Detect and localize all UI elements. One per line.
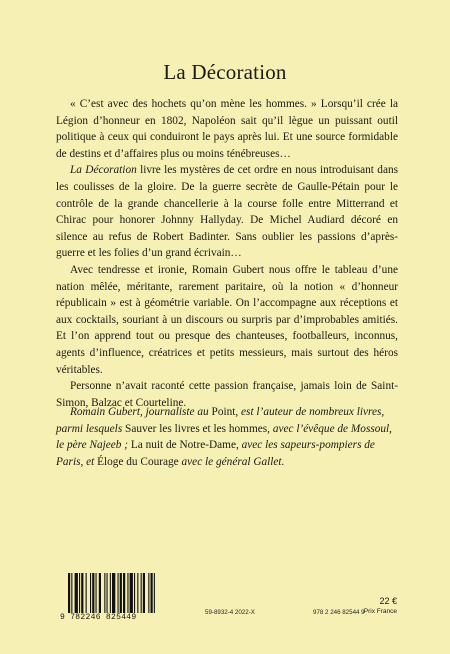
edition-code: 59-8932-4 2022-X bbox=[205, 609, 255, 616]
bio-text-3: , avec les sapeurs-pompiers de Paris, et bbox=[56, 439, 375, 468]
barcode-bar bbox=[130, 573, 133, 613]
blurb-paragraph-3: Avec tendresse et ironie, Romain Gubert nous offre le tableau d’une nation mêlée, méritante, rarement paritaire, où la notion « d’honneur républicain » est à géométrie variable. On l’accompagne aux réceptions et aux cocktails, souriant à un discours ou surpris par d’improbables amitiés. Et l’on apprend tout ou presque des chanteuses, footballeurs, inconnus, agents d’influence, créatrices et petits messieurs, mais surtout des héros véritables. bbox=[56, 263, 398, 376]
blurb-paragraph-4: Personne n’avait raconté cette passion française, jamais loin de Saint-Simon, Balzac et Courteline. bbox=[56, 380, 398, 409]
bio-text-4: avec le général Gallet. bbox=[178, 455, 285, 468]
barcode-bar bbox=[127, 573, 128, 613]
price-label: Prix France bbox=[363, 608, 397, 615]
barcode-area bbox=[60, 573, 178, 623]
author-bio-text bbox=[56, 404, 398, 470]
bio-magazine: Point bbox=[211, 406, 236, 418]
barcode-bar bbox=[79, 573, 80, 613]
barcode-bar bbox=[92, 573, 94, 613]
bio-book-1: Sauver les livres et les hommes bbox=[125, 422, 268, 435]
price-amount: 22 € bbox=[379, 596, 397, 606]
barcode-bar bbox=[134, 573, 135, 613]
barcode-bar bbox=[81, 573, 83, 613]
barcode-bar bbox=[154, 573, 155, 613]
title-reference: La Décoration bbox=[70, 164, 137, 177]
book-title: La Décoration bbox=[163, 60, 287, 84]
barcode-bar bbox=[90, 573, 91, 613]
barcode-bar bbox=[99, 573, 101, 613]
barcode-icon bbox=[68, 573, 173, 613]
barcode-bar bbox=[86, 573, 87, 613]
bio-text-1: , est l’auteur de nombreux livres, parmi lesquels bbox=[56, 406, 385, 435]
barcode-bar bbox=[120, 573, 122, 613]
barcode-bar bbox=[107, 573, 108, 613]
price-block bbox=[364, 596, 397, 615]
blurb-paragraph-2-text: livre les mystères de cet ordre en nous introduisant dans les coulisses de la gloire. De la guerre secrète de Gaulle-Pétain pour le contrôle de la grande chancellerie à la course folle entre Mitterrand et Chirac pour honorer Johnny Hallyday. De Michel Audiard décoré en silence au refus de Robert Badinter. Sans oublier les passions d’après-guerre et les folies d’un grand écrivain… bbox=[56, 164, 399, 260]
bio-text-2: , avec l’évêque de Mossoul, le père Najeeb ; bbox=[56, 422, 393, 452]
bio-author: Romain Gubert, journaliste au bbox=[70, 406, 212, 418]
barcode-bar bbox=[151, 573, 153, 613]
bio-book-3: Éloge du Courage bbox=[97, 455, 179, 468]
barcode-bar bbox=[118, 573, 119, 613]
barcode-bar bbox=[104, 573, 105, 613]
blurb-paragraph-1: « C’est avec des hochets qu’on mène les hommes. » Lorsqu’il crée la Légion d’honneur en 1802, Napoléon sait qu’il lègue un puissant outil politique à ceux qui conduiront le pays après lui. Et une source formidable de destins et d’affaires plus ou moins ténébreuses… bbox=[56, 98, 398, 160]
barcode-bar bbox=[110, 573, 111, 613]
blurb bbox=[56, 96, 398, 411]
barcode-number: 9 782246 825449 bbox=[60, 613, 137, 622]
barcode-bar bbox=[148, 573, 149, 613]
isbn-code: 978 2 246 82544 9 bbox=[313, 609, 365, 616]
barcode-bar bbox=[112, 573, 115, 613]
barcode-bar bbox=[96, 573, 97, 613]
author-bio bbox=[56, 404, 398, 470]
blurb-paragraph-2 bbox=[56, 162, 398, 262]
barcode-bar bbox=[123, 573, 125, 613]
barcode-bar bbox=[75, 573, 78, 613]
barcode-bar bbox=[143, 573, 145, 613]
barcode-bar bbox=[71, 573, 72, 613]
barcode-bar bbox=[137, 573, 138, 613]
barcode-bar bbox=[68, 573, 70, 613]
barcode-bar bbox=[141, 573, 142, 613]
bio-book-2: La nuit de Notre-Dame bbox=[130, 439, 236, 452]
